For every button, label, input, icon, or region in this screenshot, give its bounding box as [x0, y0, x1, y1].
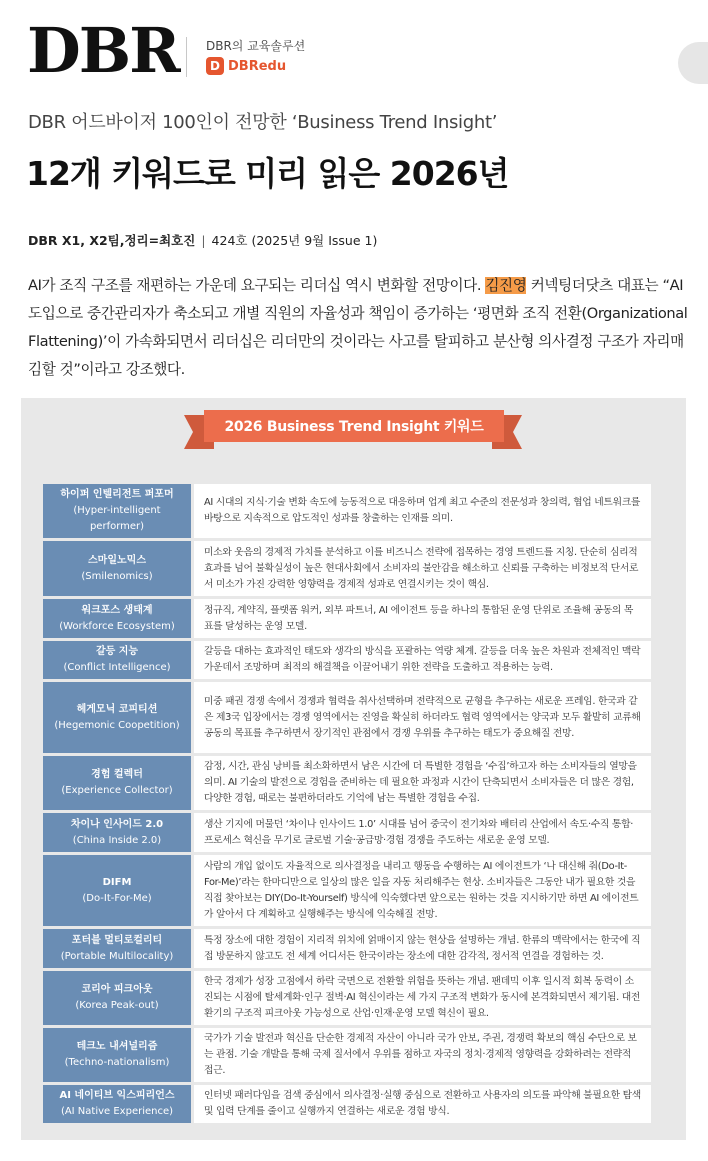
side-menu-tab[interactable] — [678, 42, 708, 84]
dbr-logo[interactable]: DBR — [27, 14, 179, 87]
keyword-korean: 헤게모닉 코피티션 — [76, 703, 158, 715]
keyword-cell — [43, 756, 191, 810]
keyword-english: (Do-It-For-Me) — [82, 892, 152, 904]
logo-divider — [186, 37, 187, 77]
table-row — [43, 855, 651, 926]
keyword-cell — [43, 682, 191, 753]
keyword-english: (China Inside 2.0) — [72, 834, 162, 846]
dbredu-logo-icon: D — [206, 57, 224, 75]
keyword-english: (Experience Collector) — [61, 785, 173, 796]
table-row — [43, 641, 651, 679]
keyword-description: 인터넷 패러다임을 검색 중심에서 의사결정·실행 중심으로 전환하고 사용자의 의도를 파악해 불필요한 탐색 및 입력 단계를 줄이고 실행까지 연결하는 새로운 경험 방식. — [194, 1085, 651, 1123]
keyword-korean: 스마일노믹스 — [88, 554, 146, 566]
keyword-cell — [43, 971, 191, 1025]
keyword-korean: 워크포스 생태계 — [81, 604, 153, 616]
keyword-korean: 차이나 인사이드 2.0 — [70, 818, 164, 830]
lead-text-before: AI가 조직 구조를 재편하는 가운데 요구되는 리더십 역시 변화할 전망이다. — [28, 277, 486, 294]
keyword-korean: DIFM — [102, 876, 132, 888]
article-meta — [28, 231, 377, 249]
table-row — [43, 929, 651, 968]
keyword-table-panel — [21, 398, 686, 1140]
keyword-english: (Smilenomics) — [81, 570, 153, 582]
keyword-description: AI 시대의 지식·기술 변화 속도에 능동적으로 대응하며 업계 최고 수준의 전문성과 창의력, 협업 네트워크를 바탕으로 지속적으로 압도적인 성과를 창출하는 인재를 의미. — [194, 484, 651, 538]
lead-text-after: 커넥팅더닷츠 대표는 “AI 도입으로 중간관리자가 축소되고 개별 직원의 자율성과 책임이 증가하는 ‘평면화 조직 전환(Organizational Flattening)’이 가속화되면서 리더십은 리더만의 것이라는 사고를 탈피하고 분산형 의사결정 구조가 자리매김할 것”이라고 강조했다. — [28, 277, 688, 378]
keyword-description: 국가가 기술 발전과 혁신을 단순한 경제적 자산이 아니라 국가 안보, 주권, 경쟁력 확보의 핵심 수단으로 보는 관점. 기술 개발을 통해 국제 질서에서 우위를 점하고 자국의 정치·경제적 영향력을 강화하려는 전략적 접근. — [194, 1028, 651, 1082]
keyword-korean: 하이퍼 인텔리전트 퍼포머 — [60, 489, 174, 500]
keyword-cell — [43, 541, 191, 596]
table-row — [43, 756, 651, 810]
table-row — [43, 682, 651, 753]
table-row — [43, 971, 651, 1025]
table-row — [43, 1028, 651, 1082]
edu-caption: DBR의 교육솔루션 — [206, 39, 306, 53]
keyword-english: (Workforce Ecosystem) — [59, 620, 175, 632]
keyword-table — [43, 484, 651, 1126]
article-subtitle: DBR 어드바이저 100인이 전망한 ‘Business Trend Insight’ — [28, 112, 498, 133]
keyword-cell — [43, 1085, 191, 1123]
table-row — [43, 599, 651, 638]
dbredu-link[interactable] — [206, 57, 286, 75]
keyword-description: 생산 기지에 머물던 ‘차이나 인사이드 1.0’ 시대를 넘어 중국이 전기차와 배터리 산업에서 속도·수직 통합·프로세스 혁신을 무기로 글로벌 기술·공급망·경험 경쟁을 주도하는 새로운 운영 모델. — [194, 813, 651, 852]
table-row — [43, 541, 651, 596]
keyword-description: 특정 장소에 대한 경험이 지리적 위치에 얽매이지 않는 현상을 설명하는 개념. 한류의 맥락에서는 한국에 직접 방문하지 않고도 전 세계 어디서든 한국이라는 장소에 대한 감각적, 정서적 연결을 경험하는 것. — [194, 929, 651, 968]
article-author: DBR X1, X2팀,정리=최호진 — [28, 233, 196, 248]
meta-separator: | — [201, 233, 206, 248]
table-row — [43, 813, 651, 852]
keyword-description: 미소와 웃음의 경제적 가치를 분석하고 이를 비즈니스 전략에 접목하는 경영 트렌드를 지칭. 단순히 심리적 효과를 넘어 불확실성이 높은 현대사회에서 소비자의 불안감을 해소하고 신뢰를 구축하는 비정보적 단서로서 미소가 가진 강력한 영향력을 경제적 성과로 연결시키는 것이 핵심. — [194, 541, 651, 596]
article-title: 12개 키워드로 미리 읽은 2026년 — [26, 154, 509, 193]
keyword-cell — [43, 641, 191, 679]
keyword-description: 사람의 개입 없이도 자율적으로 의사결정을 내리고 행동을 수행하는 AI 에이전트가 ‘나 대신해 줘(Do-It-For-Me)’라는 한마디만으로 일상의 많은 일을 자동 처리해주는 현상. 소비자들은 그동안 내가 필요한 것을 직접 찾아보는 DIY(Do-It-Yourself) 방식에 익숙했다면 앞으로는 원하는 것을 지시하기만 하면 AI 에이전트가 알아서 다 계획하고 실행해주는 방식에 익숙해질 전망. — [194, 855, 651, 926]
keyword-korean: 경험 컬렉터 — [91, 769, 143, 780]
keyword-cell — [43, 855, 191, 926]
keyword-korean: 코리아 피크아웃 — [81, 984, 153, 995]
keyword-cell — [43, 929, 191, 968]
keyword-banner: 2026 Business Trend Insight 키워드 — [204, 410, 504, 442]
keyword-description: 감정, 시간, 관심 낭비를 최소화하면서 남은 시간에 더 특별한 경험을 ‘수집’하고자 하는 소비자들의 열망을 의미. AI 기술의 발전으로 경험을 준비하는 데 필요한 과정과 시간이 단축되면서 소비자들은 더 많은 경험, 다양한 경험, 때로는 불편하더라도 기억에 남는 특별한 경험을 수집. — [194, 756, 651, 810]
keyword-korean: 포터블 멀티로컬리티 — [71, 934, 163, 946]
keyword-english: (Portable Multilocality) — [60, 950, 174, 962]
table-row — [43, 1085, 651, 1123]
keyword-korean: AI 네이티브 익스피리언스 — [59, 1090, 175, 1101]
keyword-english: (Hegemonic Coopetition) — [54, 719, 180, 731]
keyword-korean: 테크노 내셔널리즘 — [76, 1041, 158, 1052]
keyword-english: (AI Native Experience) — [60, 1106, 174, 1117]
table-row — [43, 484, 651, 538]
lead-paragraph — [28, 272, 688, 384]
keyword-description: 미중 패권 경쟁 속에서 경쟁과 협력을 취사선택하며 전략적으로 균형을 추구하는 새로운 프레임. 한국과 같은 제3국 입장에서는 경쟁 영역에서는 진영을 확실히 하더라도 협력 영역에서는 양국과 모두 활발히 교류해 공동의 목표를 추구하면서 장기적인 관점에서 경쟁 우위를 추구하는 태도가 중요해질 전망. — [194, 682, 651, 753]
keyword-description: 갈등을 대하는 효과적인 태도와 생각의 방식을 포괄하는 역량 체계. 갈등을 더욱 높은 차원과 전체적인 맥락 가운데서 조망하며 최적의 해결책을 이끌어내기 위한 전략을 도출하고 적용하는 능력. — [194, 641, 651, 679]
highlighted-name: 김진영 — [485, 277, 527, 294]
keyword-description: 정규직, 계약직, 플랫폼 워커, 외부 파트너, AI 에이전트 등을 하나의 통합된 운영 단위로 조율해 공동의 목표를 달성하는 운영 모델. — [194, 599, 651, 638]
keyword-english: (Conflict Intelligence) — [63, 662, 171, 673]
keyword-cell — [43, 813, 191, 852]
keyword-english: (Techno-nationalism) — [64, 1057, 170, 1068]
article-issue: 424호 (2025년 9월 Issue 1) — [211, 233, 378, 248]
keyword-cell — [43, 599, 191, 638]
keyword-english: (Korea Peak-out) — [75, 1000, 159, 1011]
keyword-cell — [43, 484, 191, 538]
keyword-korean: 갈등 지능 — [95, 646, 139, 657]
keyword-cell — [43, 1028, 191, 1082]
dbredu-label: DBRedu — [228, 58, 287, 74]
keyword-english: (Hyper-intelligent performer) — [73, 505, 161, 532]
keyword-description: 한국 경제가 성장 고점에서 하락 국면으로 전환할 위험을 뜻하는 개념. 팬데믹 이후 일시적 회복 동력이 소진되는 시점에 탈세계화·인구 절벽·AI 혁신이라는 세 가지 구조적 변화가 동시에 본격화되면서 제기됨. 대전환기의 구조적 피크아웃 가능성으로 산업·인재·운영 모델 혁신이 필요. — [194, 971, 651, 1025]
